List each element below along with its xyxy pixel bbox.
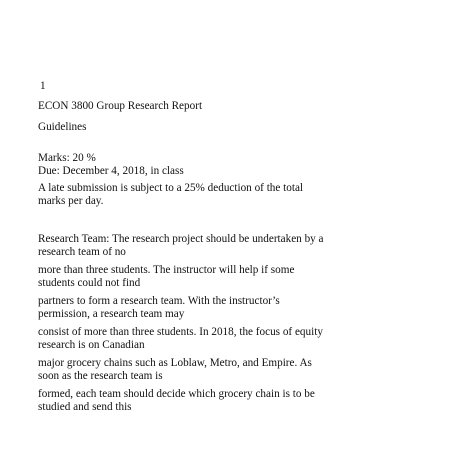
body-line-2: research team of no xyxy=(38,246,126,258)
body-line-4: students could not find xyxy=(38,277,141,289)
document-subtitle: Guidelines xyxy=(38,121,87,133)
body-line-6: permission, a research team may xyxy=(38,308,185,320)
body-line-1: Research Team: The research project should be undertaken by a xyxy=(38,233,324,245)
body-line-10: soon as the research team is xyxy=(38,370,163,382)
late-policy-line-1: A late submission is subject to a 25% deduction of the total xyxy=(38,182,304,194)
body-line-9: major grocery chains such as Loblaw, Metro, and Empire. As xyxy=(38,357,312,369)
due-date-line: Due: December 4, 2018, in class xyxy=(38,165,184,177)
marks-line: Marks: 20 % xyxy=(38,152,96,164)
late-policy-line-2: marks per day. xyxy=(38,195,104,207)
body-line-11: formed, each team should decide which grocery chain is to be xyxy=(38,388,315,400)
body-line-7: consist of more than three students. In 2018, the focus of equity xyxy=(38,326,323,338)
body-line-5: partners to form a research team. With the instructor’s xyxy=(38,295,280,307)
document-title: ECON 3800 Group Research Report xyxy=(38,100,203,112)
page-number: 1 xyxy=(40,80,46,92)
body-line-12: studied and send this xyxy=(38,401,132,413)
body-line-3: more than three students. The instructor will help if some xyxy=(38,264,295,276)
body-line-8: research is on Canadian xyxy=(38,339,145,351)
